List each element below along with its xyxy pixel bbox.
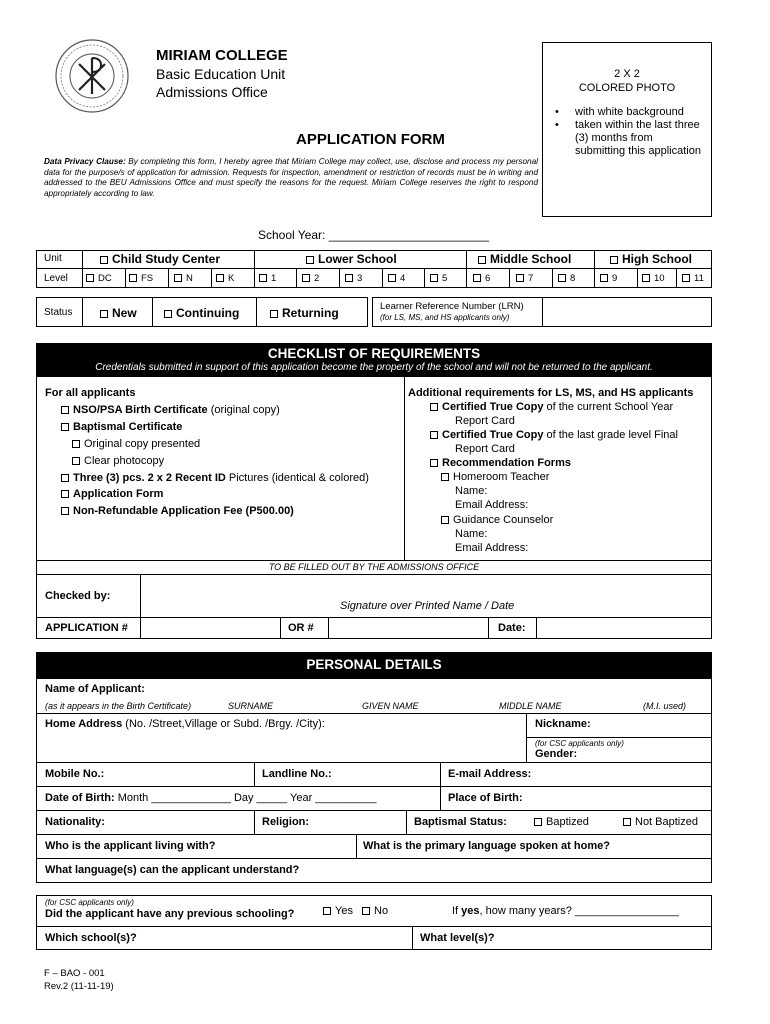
checkbox-icon[interactable]	[478, 256, 486, 264]
nationality-label: Nationality:	[45, 816, 105, 828]
school-year[interactable]: School Year: ________________________	[258, 228, 489, 242]
unit-label: Unit	[44, 253, 62, 264]
status-label: Status	[44, 307, 73, 318]
mi-label: (M.I. used)	[643, 701, 687, 711]
level-option[interactable]: 3	[345, 273, 362, 284]
level-option[interactable]: FS	[129, 273, 153, 284]
office-note: TO BE FILLED OUT BY THE ADMISSIONS OFFICE	[268, 562, 480, 572]
status-new[interactable]: New	[100, 306, 137, 320]
date-label: Date:	[498, 622, 526, 634]
checkbox-icon[interactable]	[306, 256, 314, 264]
level-option[interactable]: 4	[388, 273, 405, 284]
form-code: F – BAO - 001	[44, 968, 105, 979]
level-option[interactable]: N	[174, 273, 193, 284]
checklist-item[interactable]: Guidance Counselor	[441, 514, 553, 526]
mobile-label: Mobile No.:	[45, 768, 105, 780]
not-baptized-option[interactable]: Not Baptized	[623, 816, 698, 828]
nickname-label: Nickname:	[535, 718, 591, 730]
privacy-clause: Data Privacy Clause: By completing this form, I hereby agree that Miriam College may collect, use, disclose and process my personal data for the purpose/s of application for admission. Requests for inspection, amendment or restriction of records must be in writing and addressed to the BEU Admissions Office and must specify the reasons for the request. Miriam College reserves the right to respond appropriately according to law.	[44, 157, 538, 198]
unit-name: Basic Education Unit	[156, 66, 286, 82]
checklist-item[interactable]: Baptismal Certificate	[61, 421, 182, 433]
or-no-label: OR #	[288, 622, 314, 634]
status-continuing[interactable]: Continuing	[164, 306, 239, 320]
landline-label: Landline No.:	[262, 768, 332, 780]
level-option[interactable]: 2	[302, 273, 319, 284]
religion-label: Religion:	[262, 816, 310, 828]
languages-label: What language(s) can the applicant understand?	[45, 864, 300, 876]
checklist-item[interactable]: Recommendation Forms	[430, 457, 571, 469]
checklist-item[interactable]: Non-Refundable Application Fee (P500.00)	[61, 505, 294, 517]
baptismal-label: Baptismal Status:	[414, 816, 507, 828]
csc-note: (for CSC applicants only)	[535, 739, 624, 748]
surname-label: SURNAME	[228, 701, 274, 711]
pob-label: Place of Birth:	[448, 792, 523, 804]
gender-label: Gender:	[535, 748, 578, 760]
college-name: MIRIAM COLLEGE	[156, 47, 288, 64]
level-option[interactable]: K	[216, 273, 234, 284]
checklist-field: Name:	[455, 485, 488, 497]
checklist-field: Email Address:	[455, 499, 529, 511]
name-label: Name of Applicant:	[45, 683, 145, 695]
unit-option-ms[interactable]: Middle School	[478, 252, 571, 266]
left-checklist-head: For all applicants	[45, 387, 136, 399]
checklist-item[interactable]: Three (3) pcs. 2 x 2 Recent ID Pictures (identical & colored)	[61, 472, 369, 484]
no-option[interactable]: No	[362, 905, 388, 917]
checkbox-icon[interactable]	[100, 256, 108, 264]
level-option[interactable]: DC	[86, 273, 112, 284]
application-no-label: APPLICATION #	[45, 622, 128, 634]
level-option[interactable]: 5	[430, 273, 447, 284]
level-option[interactable]: 9	[600, 273, 617, 284]
checklist-item[interactable]: Application Form	[61, 488, 163, 500]
level-option[interactable]: 6	[473, 273, 490, 284]
lrn-label: Learner Reference Number (LRN)	[380, 301, 524, 312]
level-option[interactable]: 8	[558, 273, 575, 284]
form-title: APPLICATION FORM	[296, 131, 445, 148]
level-option[interactable]: 11	[682, 273, 704, 284]
checklist-item[interactable]: NSO/PSA Birth Certificate (original copy)	[61, 404, 280, 416]
checklist-item[interactable]: Certified True Copy of the last grade level Final	[430, 429, 678, 441]
unit-option-ls[interactable]: Lower School	[306, 252, 397, 266]
level-label: Level	[44, 273, 68, 284]
lrn-note: (for LS, MS, and HS applicants only)	[380, 313, 510, 322]
photo-bullet: • with white background	[555, 106, 684, 118]
signature-label: Signature over Printed Name / Date	[340, 600, 515, 612]
unit-option-csc[interactable]: Child Study Center	[100, 252, 220, 266]
home-address-label: Home Address (No. /Street,Village or Subd. /Brgy. /City):	[45, 718, 325, 730]
checklist-item[interactable]: Original copy presented	[72, 438, 200, 450]
checked-by-label: Checked by:	[45, 590, 111, 602]
level-option[interactable]: 7	[516, 273, 533, 284]
living-with-label: Who is the applicant living with?	[45, 840, 216, 852]
primary-language-label: What is the primary language spoken at home?	[363, 840, 610, 852]
email-label: E-mail Address:	[448, 768, 532, 780]
personal-header	[36, 652, 712, 678]
how-many-years: If yes, how many years? _________________	[452, 905, 679, 917]
photo-size: 2 X 2	[614, 68, 640, 80]
checklist-field: Email Address:	[455, 542, 529, 554]
checklist-item-cont: Report Card	[455, 415, 515, 427]
checklist-header	[36, 343, 712, 376]
what-level-label: What level(s)?	[420, 932, 495, 944]
checklist-item[interactable]: Homeroom Teacher	[441, 471, 549, 483]
yes-option[interactable]: Yes	[323, 905, 353, 917]
status-returning[interactable]: Returning	[270, 306, 339, 320]
schooling-table	[36, 895, 712, 950]
middle-name-label: MIDDLE NAME	[499, 701, 562, 711]
right-checklist-head: Additional requirements for LS, MS, and HS applicants	[408, 387, 694, 399]
which-school-label: Which school(s)?	[45, 932, 137, 944]
dob-label: Date of Birth: Month _____________ Day _____ Year __________	[45, 792, 377, 804]
office-name: Admissions Office	[156, 84, 268, 100]
checklist-title: CHECKLIST OF REQUIREMENTS	[267, 346, 481, 361]
checkbox-icon[interactable]	[610, 256, 618, 264]
level-option[interactable]: 10	[642, 273, 665, 284]
checklist-item[interactable]: Certified True Copy of the current School Year	[430, 401, 673, 413]
photo-bullet: • taken within the last three (3) months from submitting this application	[555, 119, 701, 157]
checklist-subtitle: Credentials submitted in support of this application become the property of the school and will not be returned to the applicant.	[95, 362, 653, 373]
unit-option-hs[interactable]: High School	[610, 252, 692, 266]
photo-box	[542, 42, 712, 217]
given-name-label: GIVEN NAME	[362, 701, 419, 711]
checklist-field: Name:	[455, 528, 488, 540]
personal-title: PERSONAL DETAILS	[306, 657, 442, 672]
baptized-option[interactable]: Baptized	[534, 816, 589, 828]
form-revision: Rev.2 (11-11-19)	[44, 981, 114, 992]
prev-school-label: Did the applicant have any previous schooling?	[45, 908, 295, 920]
name-note: (as it appears in the Birth Certificate)	[45, 701, 192, 711]
checklist-item-cont: Report Card	[455, 443, 515, 455]
checklist-item[interactable]: Clear photocopy	[72, 455, 164, 467]
photo-label: COLORED PHOTO	[578, 82, 676, 94]
level-option[interactable]: 1	[259, 273, 276, 284]
college-seal	[54, 38, 130, 114]
prev-note: (for CSC applicants only)	[45, 898, 134, 907]
